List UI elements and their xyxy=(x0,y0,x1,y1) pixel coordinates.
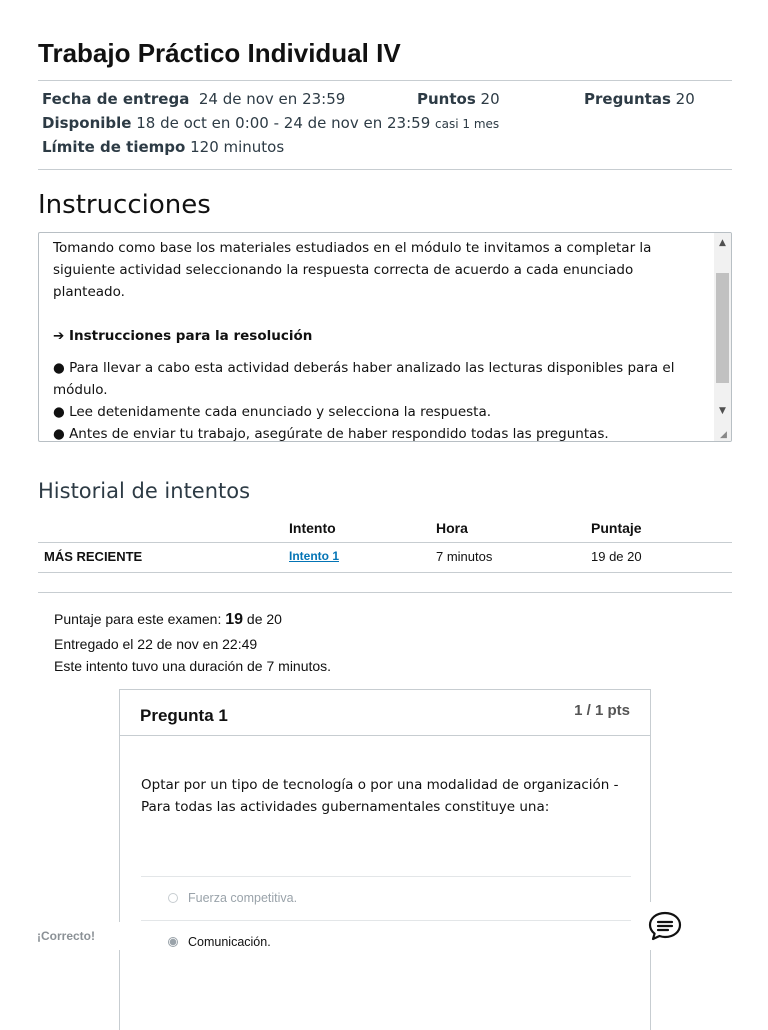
scrollbar[interactable] xyxy=(714,233,731,441)
question-title: Pregunta 1 xyxy=(140,706,228,725)
available-note: casi 1 mes xyxy=(435,117,500,131)
duration-text: Este intento tuvo una duración de 7 minutos. xyxy=(54,658,332,674)
submitted-text: Entregado el 22 de nov en 22:49 xyxy=(54,636,258,652)
due-date-label: Fecha de entrega xyxy=(42,90,190,108)
answer-option-selected[interactable] xyxy=(168,935,271,949)
radio-button-selected[interactable] xyxy=(168,937,178,947)
instructions-bullet: ● Antes de enviar tu trabajo, asegúrate de haber respondido todas las preguntas. xyxy=(53,426,609,442)
due-date-value: 24 de nov en 23:59 xyxy=(198,90,346,108)
correct-flag: ¡Correcto! xyxy=(0,922,126,950)
points-value: 20 xyxy=(480,90,500,108)
score-value: 19 xyxy=(225,611,244,628)
scroll-down-arrow-icon[interactable]: ▼ xyxy=(719,406,726,416)
score-prefix: Puntaje para este examen: xyxy=(54,611,222,627)
page-title: Trabajo Práctico Individual IV xyxy=(38,38,401,68)
row-label: MÁS RECIENTE xyxy=(44,549,143,564)
points xyxy=(417,90,500,108)
instructions-box[interactable] xyxy=(38,232,732,442)
question-text: Optar por un tipo de tecnología o por una modalidad de organización -Para todas las actividades gubernamentales constituye una: xyxy=(141,777,619,815)
availability xyxy=(42,114,499,132)
questions-label: Preguntas xyxy=(584,90,671,108)
resize-grip-icon[interactable]: ◢ xyxy=(720,430,727,440)
column-header-attempt: Intento xyxy=(289,520,336,536)
divider xyxy=(141,876,631,877)
column-header-score: Puntaje xyxy=(591,520,642,536)
attempt-link[interactable]: Intento 1 xyxy=(289,549,339,563)
time-limit xyxy=(42,138,284,156)
instructions-content xyxy=(53,237,701,442)
time-limit-value: 120 minutos xyxy=(190,138,285,156)
question-header xyxy=(120,690,650,736)
scroll-up-arrow-icon[interactable]: ▲ xyxy=(719,238,726,248)
instructions-subheading: ➔ Instrucciones para la resolución xyxy=(53,328,313,344)
chat-bubble-icon xyxy=(648,910,682,942)
question-card xyxy=(119,689,651,1030)
divider xyxy=(38,572,732,573)
scroll-thumb[interactable] xyxy=(716,273,729,383)
instructions-bullet: ● Lee detenidamente cada enunciado y selecciona la respuesta. xyxy=(53,404,492,420)
table-row xyxy=(38,549,732,571)
answer-label: Fuerza competitiva. xyxy=(188,891,298,905)
column-header-time: Hora xyxy=(436,520,468,536)
history-heading: Historial de intentos xyxy=(38,479,251,503)
answer-option[interactable] xyxy=(168,891,297,905)
answer-label: Comunicación. xyxy=(188,935,271,949)
instructions-paragraph: Tomando como base los materiales estudiados en el módulo te invitamos a completar la siguiente actividad seleccionando la respuesta correcta de acuerdo a cada enunciado planteado. xyxy=(53,240,652,300)
time-limit-label: Límite de tiempo xyxy=(42,138,186,156)
divider xyxy=(38,169,732,170)
score-suffix: de 20 xyxy=(246,611,282,627)
instructions-bullet: ● Para llevar a cabo esta actividad deberás haber analizado las lecturas disponibles para el módulo. xyxy=(53,360,675,398)
available-label: Disponible xyxy=(42,114,132,132)
chat-button[interactable] xyxy=(638,902,690,950)
divider xyxy=(38,592,732,593)
instructions-heading: Instrucciones xyxy=(38,190,211,220)
questions-count xyxy=(584,90,695,108)
history-table-header xyxy=(38,520,732,542)
due-date xyxy=(42,90,345,108)
divider xyxy=(38,80,732,81)
points-label: Puntos xyxy=(417,90,476,108)
question-points: 1 / 1 pts xyxy=(574,702,630,719)
attempt-time: 7 minutos xyxy=(436,549,493,564)
score-summary xyxy=(54,611,282,629)
questions-value: 20 xyxy=(675,90,695,108)
radio-button[interactable] xyxy=(168,893,178,903)
divider xyxy=(141,920,631,921)
available-value: 18 de oct en 0:00 - 24 de nov en 23:59 xyxy=(136,114,431,132)
divider xyxy=(38,542,732,543)
attempt-score: 19 de 20 xyxy=(591,549,642,564)
